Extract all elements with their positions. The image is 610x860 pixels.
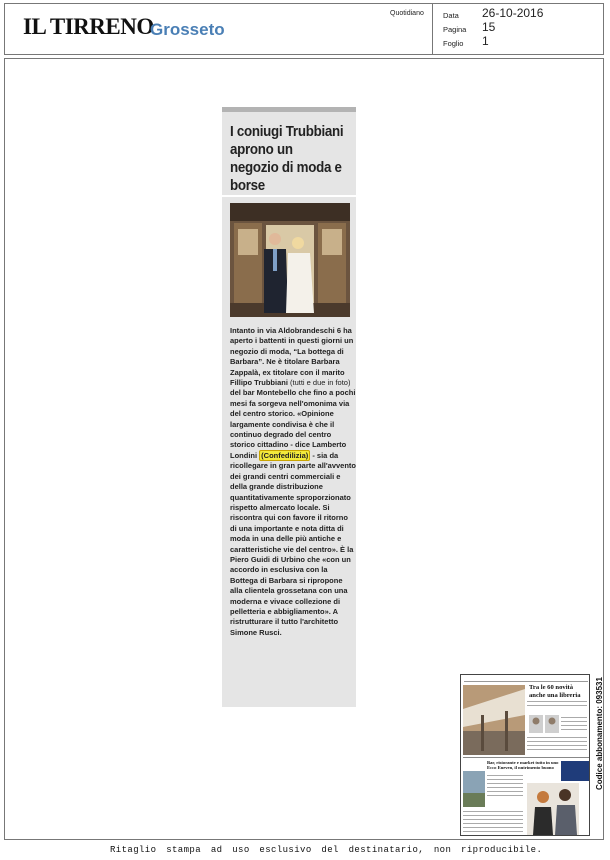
date-value: 26-10-2016 xyxy=(482,6,544,20)
publication-type: Quotidiano xyxy=(390,10,424,17)
body-text-part1: Intanto in via Aldobrandeschi 6 ha aperto i battenti in questi giorni un negozio di moda, “La bottega di Barbara”. Ne è titolare Barbara Zappalà, ex titolare con il marito Fillipo Trubbiani xyxy=(230,326,354,388)
highlighted-organization: (Confedilizia) xyxy=(261,450,309,460)
sheet-value: 1 xyxy=(482,34,489,48)
thumbnail-headline-2: Bar, ristorante e market tutto in uno Ecco Eneven, il nutrimento buono xyxy=(487,760,559,771)
sheet-label: Foglio xyxy=(443,39,464,48)
article-photo xyxy=(230,203,350,317)
article-clipping xyxy=(222,107,356,707)
subscription-code: Codice abbonamento: 093531 xyxy=(595,677,604,790)
article-top-rule xyxy=(222,107,356,112)
body-text-plain: (tutti e due in foto) xyxy=(287,378,351,388)
header-divider xyxy=(432,4,433,54)
footer-disclaimer: Ritaglio stampa ad uso esclusivo del destinatario, non riproducibile. xyxy=(110,845,543,855)
page-thumbnail xyxy=(460,674,590,836)
couple-photo-illustration xyxy=(230,203,350,317)
page-value: 15 xyxy=(482,20,496,34)
article-body xyxy=(230,326,356,638)
article-divider xyxy=(222,195,356,197)
edition-name: Grosseto xyxy=(150,20,225,39)
page-label: Pagina xyxy=(443,25,467,34)
thumbnail-headline-1: Tra le 60 novità anche una libreria xyxy=(529,684,581,699)
masthead-header xyxy=(4,3,604,55)
article-headline: I coniugi Trubbiani aprono un negozio di moda e borse xyxy=(230,124,344,194)
thumbnail-graphics xyxy=(461,675,590,836)
body-text-part2: del bar Montebello che fino a pochi mesi fa sorgeva nell'omonima via del centro storico. «Opinione largamente condivisa è che il continuo degrado del centro storico cittadino - dice Lamberto Londini xyxy=(230,388,356,460)
date-label: Data xyxy=(443,11,459,20)
newspaper-logo: IL TIRRENO xyxy=(23,14,154,39)
body-text-part3: - sia da ricollegare in gran parte all'avvento dei grandi centri commerciali e della grande distribuzione quantitativamente sproporzionato rispetto almercato locale. Si riscontra qui con favore il ritorno di una importante e nota ditta di moda in una delle più antiche e caratteristiche vie del centro». È la Piero Guidi di Urbino che «con un accordo in esclusiva con la Bottega di Barbara si ripropone alla clientela grossetana con una moderna e vivace collezione di pelletteria e abbigliamento». A ristrutturare il tutto l'architetto Simone Rusci. xyxy=(230,450,356,637)
